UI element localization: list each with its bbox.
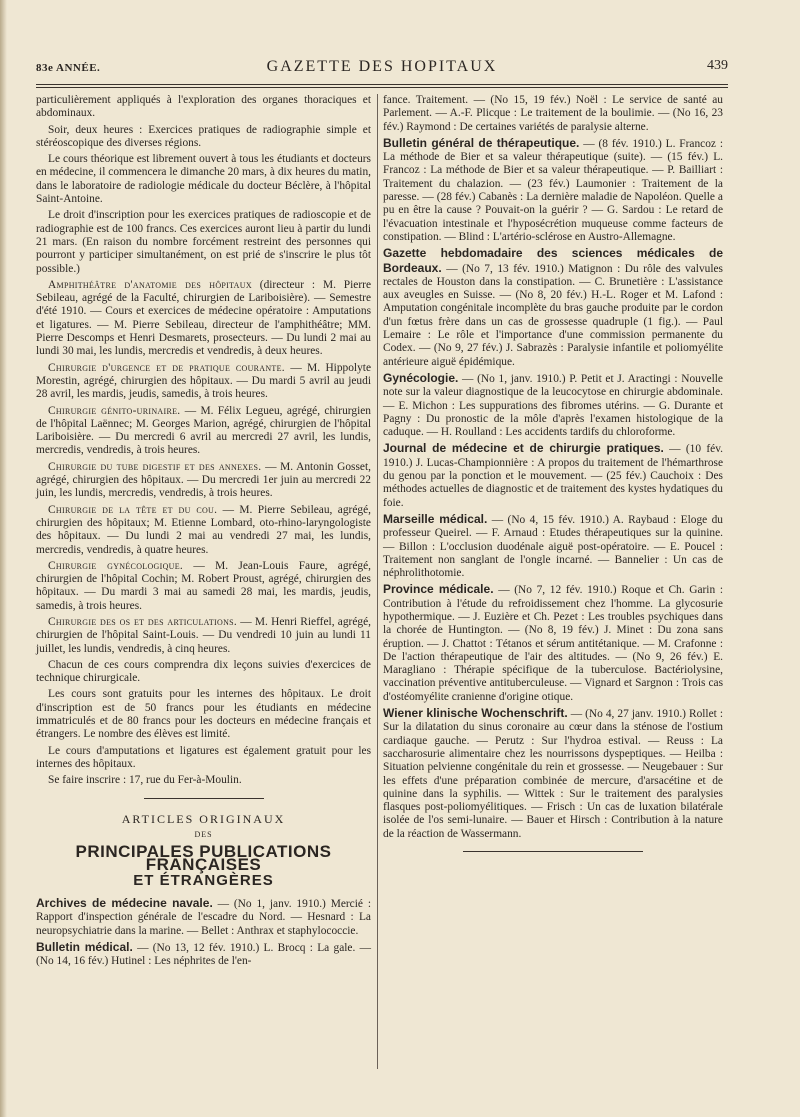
publications-heading: PRINCIPALES PUBLICATIONS FRANÇAISES <box>75 842 332 875</box>
publication-entry <box>383 247 723 369</box>
articles-subheading: DES <box>194 829 213 839</box>
publications-subheading: ET ÉTRANGÈRES <box>133 871 274 889</box>
page-number: 439 <box>707 58 728 73</box>
publication-entry <box>383 137 723 244</box>
course-title: Chirurgie du tube digestif et des annexes. <box>48 460 262 473</box>
publication-continued: fance. Traitement. — (No 15, 19 fév.) Noël : Le service de santé au Parlement. — A.-F. Plicque : Le traitement de la boulimie. — (No 16, 23 fév.) Raymond : De certaines variétés de paralysie alterne. <box>383 94 723 133</box>
course-title: Chirurgie des os et des articulations. <box>48 615 238 628</box>
publication-body: — (No 7, 13 fév. 1910.) Matignon : Du rôle des valvules rectales de Houston dans la constipation. — C. Brunetière : L'assistance aux aveugles en Suisse. — (No 8, 20 fév.) H.-L. Roger et M. Lafond : Amputation congénitale incomplète du bras gauche produite par le cordon d'un fœtus frère dans un cas de grossesse quadruple (1 fig.). — Paul Lemaire : Le rôle et l'importance d'une commission permanente du Codex. — (No 9, 27 fév.) J. Sabrazès : Paralysie infantile et poliomyélite antérieure aiguë épidémique. <box>383 262 723 368</box>
publication-title: Marseille médical. <box>383 511 488 526</box>
publication-title: Gazette hebdomadaire des sciences médicales de Bordeaux. <box>383 246 723 275</box>
course-entry <box>36 560 371 613</box>
page-header <box>36 56 728 78</box>
paragraph: Le droit d'inscription pour les exercices pratiques de radioscopie et de radiographie est de 100 francs. Ces exercices auront lieu à partir du lundi 21 mars. (En raison du nombre forcément restreint des personnes qui pourront y participer simultanément, on est prié de s'inscrire le plus tôt possible.) <box>36 209 371 275</box>
course-entry <box>36 504 371 557</box>
course-body: (directeur : M. Pierre Sebileau, agrégé de la Faculté, chirurgien de Lariboisière). — Semestre d'été 1910. — Cours et exercices de médecine opératoire : Amputations et ligatures. — M. Pierre Sebileau, directeur de l'amphithéâtre; MM. Pierre Descomps et Henri Desmarets, prosecteurs. — Du lundi 2 mai au lundi 30 mai, les lundis, mercredis et vendredis, à deux heures. <box>36 278 371 358</box>
section-rule <box>144 798 264 799</box>
course-body: — M. Antonin Gosset, agrégé, chirurgien des hôpitaux. — Du mercredi 1er juin au mercredi 22 juin, les lundis, mercredis, vendredis, à trois heures. <box>36 460 371 500</box>
publication-entry <box>383 513 723 580</box>
articles-heading: ARTICLES ORIGINAUX <box>121 811 286 826</box>
publication-title: Bulletin médical. <box>36 939 133 954</box>
publication-body: — (10 fév. 1910.) J. Lucas-Championnière : A propos du traitement de l'hémarthrose du genou par la ponction et le mouvement. — (25 fév.) Cauchoix : Des méthodes actuelles de diagnostic et de traitement des kystes hydatiques du foie. <box>383 443 723 509</box>
publication-title: Bulletin général de thérapeutique. <box>383 135 580 150</box>
course-entry <box>36 405 371 458</box>
course-body: — M. Félix Legueu, agrégé, chirurgien de l'hôpital Laënnec; M. Georges Marion, agrégé, chirurgien de l'hôpital Lariboisière. — Du mercredi 6 avril au mercredi 27 avril, les lundis, mercredis, vendredis, à trois heures. <box>36 404 371 457</box>
course-title: Chirurgie gynécologique. <box>48 559 184 572</box>
year-label: 83e ANNÉE. <box>36 62 101 74</box>
course-body: — M. Jean-Louis Faure, agrégé, chirurgien de l'hôpital Cochin; M. Robert Proust, agrégé, chirurgien des hôpitaux. — Du mardi 3 mai au samedi 28 mai, les mardis, jeudis, samedis, à trois heures. <box>36 559 371 612</box>
publication-body: — (No 13, 12 fév. 1910.) L. Brocq : La gale. — (No 14, 16 fév.) Hutinel : Les néphrites de l'en- <box>36 941 371 968</box>
publication-entry <box>36 897 371 938</box>
journal-title: GAZETTE DES HOPITAUX <box>266 58 498 75</box>
publication-body: — (8 fév. 1910.) L. Francoz : La méthode de Bier et sa valeur thérapeutique (suite). — (15 fév.) L. Francoz : La méthode de Bier et sa valeur thérapeutique. — P. Bailliart : Traitement du chalazion. — (23 fév.) Laumonier : Traitement de la paresse. — (28 fév.) Cabanès : La dernière maladie de Napoléon. Quelle a pu en être la cause ? Pouvait-on la guérir ? — G. Sardou : Le retard de l'évacuation intestinale et l'hyposécrétion muqueuse comme facteurs de constipation. — Blind : L'artério-sclérose en Austro-Allemagne. <box>383 137 723 243</box>
course-entry <box>36 461 371 501</box>
right-column <box>383 94 723 852</box>
publication-title: Gynécologie. <box>383 370 459 385</box>
publication-body: — (No 1, janv. 1910.) P. Petit et J. Aractingi : Nouvelle note sur la valeur diagnostique de la leucocytose en chirurgie abdominale. — E. Michon : Les suppurations des fibromes utérins. — G. Durante et Pagny : Du pronostic de la môle d'après l'examen histologique de la caduque. — H. Roulland : Les accidents tardifs du chloroforme. <box>383 372 723 439</box>
publication-body: — (No 1, janv. 1910.) Mercié : Rapport d'inspection générale de l'escadre du Nord. — Hesnard : La neuropsychiatrie dans la marine. — Bellet : Anthrax et staphylococcie. <box>36 898 371 937</box>
course-body: — M. Hippolyte Morestin, agrégé, chirurgien des hôpitaux. — Du mardi 5 avril au jeudi 28 avril, les mardis, jeudis, samedis, à trois heures. <box>36 361 371 401</box>
course-entry <box>36 362 371 402</box>
publication-title: Journal de médecine et de chirurgie pratiques. <box>383 441 664 456</box>
paragraph: Soir, deux heures : Exercices pratiques de radiographie simple et stéréoscopique des diverses régions. <box>36 123 371 149</box>
course-body: — M. Henri Rieffel, agrégé, chirurgien de l'hôpital Saint-Louis. — Du vendredi 10 juin au lundi 11 juillet, les lundis, vendredis, à cinq heures. <box>36 615 371 655</box>
paragraph: Chacun de ces cours comprendra dix leçons suivies d'exercices de technique chirurgicale. <box>36 658 371 685</box>
paragraph: particulièrement appliqués à l'exploration des organes thoraciques et abdominaux. <box>36 94 371 120</box>
paragraph: Se faire inscrire : 17, rue du Fer-à-Moulin. <box>48 774 242 787</box>
header-rule <box>36 84 728 88</box>
publication-title: Province médicale. <box>383 582 494 597</box>
publication-body: — (No 7, 12 fév. 1910.) Roque et Ch. Garin : Contribution à l'étude du refroidissement chez l'homme. La glycosurie hypothermique. — J. Euzière et Ch. Pezet : Les troubles psychiques dans la chorée de Huntington. — (No 8, 19 fév.) J. Minet : Du zona sans éruption. — J. Chattot : Tétanos et sérum antitétanique. — M. Crafonne : De l'action thérapeutique de l'air des altitudes. — (No 9, 26 fév.) E. Maragliano : Thérapie spécifique de la tuberculose. Bactériolysine, vaccination préventive antituberculeuse. — Vignard et Sargnon : Trois cas d'ostéomyélite cranienne d'origine otique. <box>383 584 723 703</box>
publication-entry <box>383 707 723 841</box>
publication-entry <box>383 372 723 439</box>
publication-title: Wiener klinische Wochenschrift. <box>383 706 568 721</box>
column-divider <box>377 94 378 1069</box>
page-spine <box>0 0 7 1117</box>
publication-title: Archives de médecine navale. <box>36 896 213 911</box>
paragraph: Les cours sont gratuits pour les internes des hôpitaux. Le droit d'inscription est de 50 francs pour les étudiants en médecine immatriculés et de 80 francs pour les docteurs en médecine français et étrangers. Le nombre des élèves est limité. <box>36 688 371 741</box>
course-body: — M. Pierre Sebileau, agrégé, chirurgien des hôpitaux; M. Etienne Lombard, oto-rhino-laryngologiste des hôpitaux. — Du lundi 2 mai au vendredi 27 mai, les lundis, mercredis, vendredis, à quatre heures. <box>36 503 371 556</box>
publication-entry <box>36 941 371 969</box>
course-title: Amphithéâtre d'anatomie des hôpitaux <box>48 278 252 291</box>
course-entry <box>36 616 371 656</box>
publication-entry <box>383 583 723 704</box>
course-title: Chirurgie génito-urinaire. <box>48 404 181 417</box>
publication-body: — (No 4, 27 janv. 1910.) Rollet : Sur la dilatation du sinus coronaire au cœur dans la sténose de l'ostium cardiaque gauche. — Perutz : Sur l'hydroa estival. — Reuss : La saccharosurie alimentaire chez les nourrissons dyspeptiques. — Heilba : Situation pelvienne congénitale du rein et grossesse. — Neugebauer : Sur les effets d'une préparation combinée de mercure, d'arsacétine et de quinine dans la syphilis. — Wittek : Sur le traitement des paralysies flasques post-poliomyélitiques. — Frisch : Un cas de luxation bilatérale isolée de l'os semi-lunaire. — Bauer et Hirsch : Contribution à la nature de la réaction de Wassermann. <box>383 708 723 840</box>
end-rule <box>463 851 643 852</box>
course-entry <box>36 279 371 359</box>
paragraph: Le cours théorique est librement ouvert à tous les étudiants et docteurs en médecine, il commencera le dimanche 20 mars, à dix heures du matin, dans le laboratoire de radiologie médicale du docteur Béclère, à l'hôpital Saint-Antoine. <box>36 153 371 206</box>
paragraph: Le cours d'amputations et ligatures est également gratuit pour les internes des hôpitaux. <box>36 744 371 770</box>
left-column <box>36 94 371 972</box>
publication-entry <box>383 442 723 509</box>
course-title: Chirurgie de la tête et du cou. <box>48 503 218 516</box>
course-title: Chirurgie d'urgence et de pratique courante. <box>48 361 285 374</box>
publication-body: — (No 4, 15 fév. 1910.) A. Raybaud : Eloge du professeur Queirel. — F. Arnaud : Etudes thérapeutiques sur la quinine. — Billon : L'occlusion duodénale aiguë post-opératoire. — E. Poucel : Traitement non sanglant de l'ongle incarné. — Bannelier : Un cas de néphrolithotomie. <box>383 513 723 580</box>
